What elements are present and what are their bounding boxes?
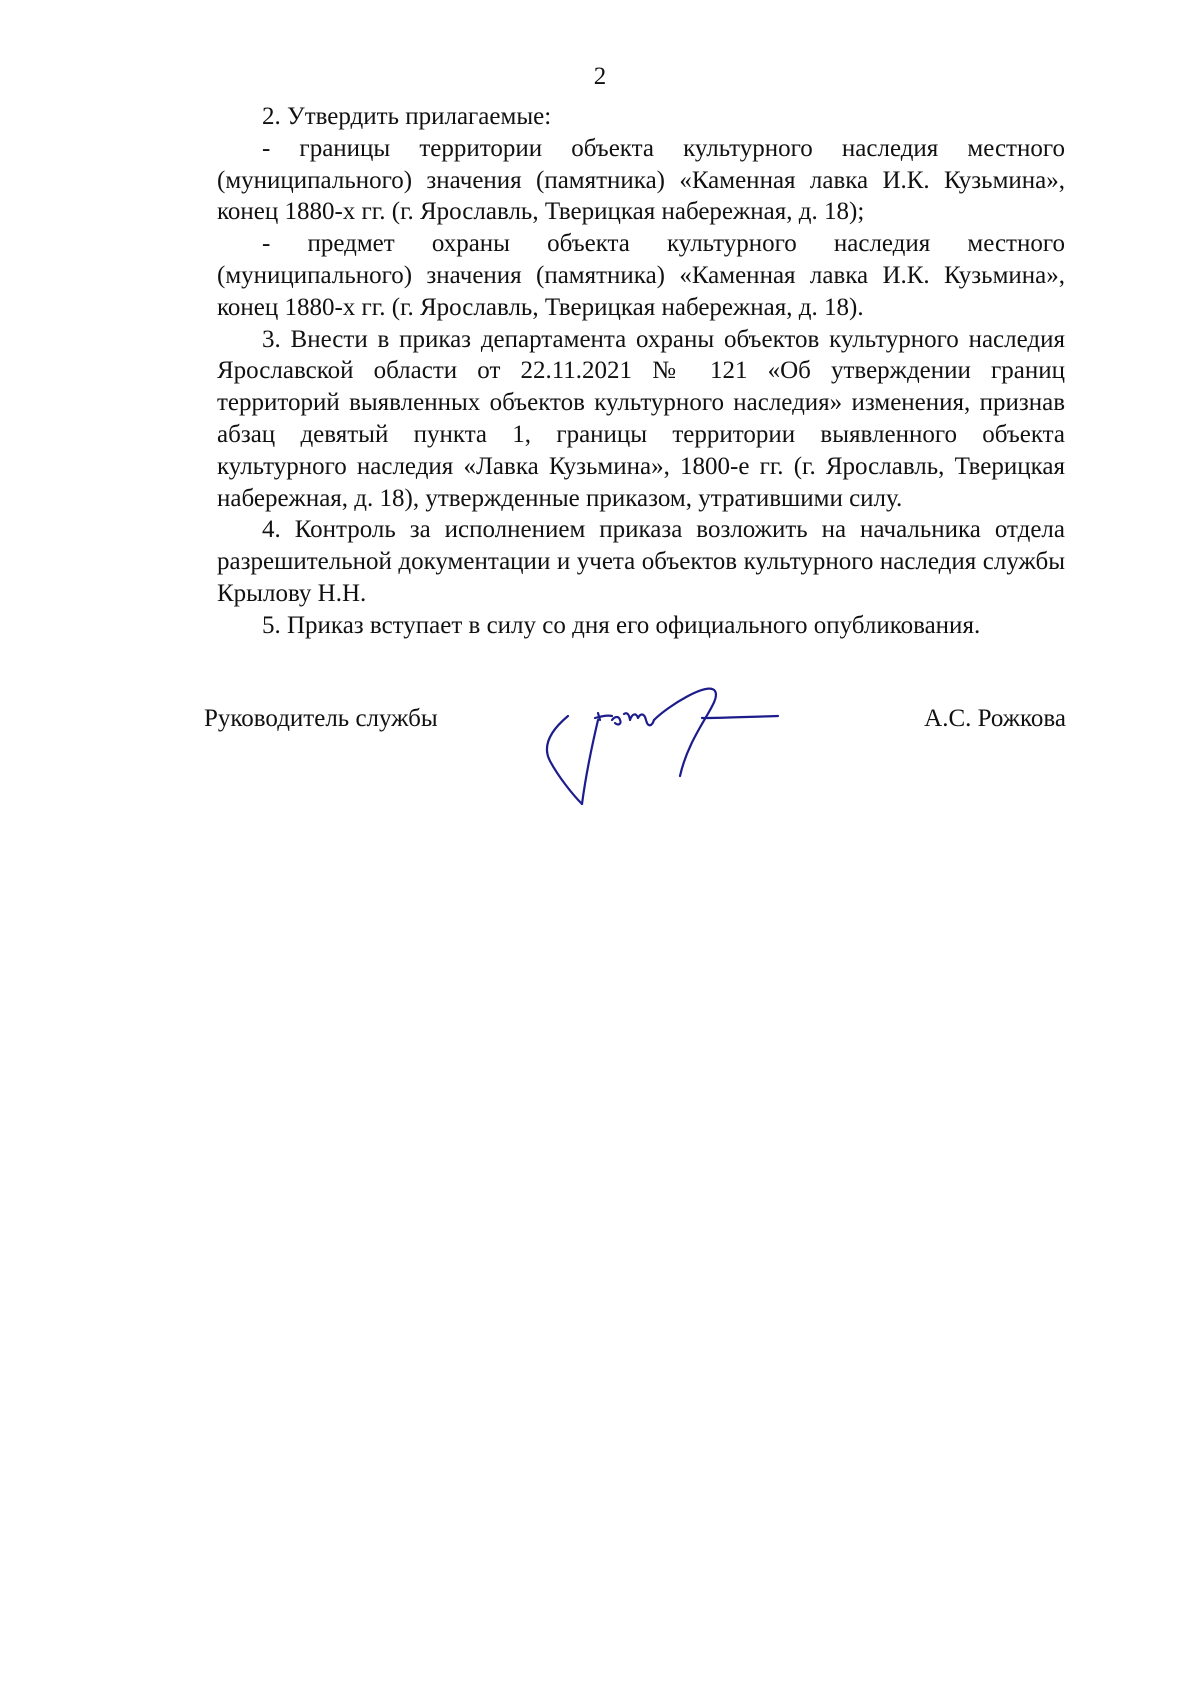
paragraph-approve: 2. Утвердить прилагаемые: [262, 103, 552, 130]
paragraph-territory-borders: - границы территории объекта культурного наследия местного (муниципального) значения (памятника) «Каменная лавка И.К. Кузьмина», конец 1880-х гг. (г. Ярославль, Тверицкая набережная, д. 18); [217, 134, 1065, 226]
signatory-name: А.С. Рожкова [924, 705, 1066, 732]
handwritten-signature [540, 676, 780, 806]
document-body [217, 101, 1065, 642]
paragraph-control: 4. Контроль за исполнением приказа возложить на начальника отдела разрешительной документации и учета объектов культурного наследия службы Крылову Н.Н. [217, 516, 1065, 607]
page-number: 2 [593, 63, 607, 90]
signature-block [0, 676, 1200, 816]
signatory-position: Руководитель службы [204, 705, 438, 732]
paragraph-amend-order: 3. Внести в приказ департамента охраны объектов культурного наследия Ярославской области от 22.11.2021 № 121 «Об утверждении границ территорий выявленных объектов культурного наследия» изменения, признав абзац девятый пункта 1, границы территории выявленного объекта культурного наследия «Лавка Кузьмина», 1800-е гг. (г. Ярославль, Тверицкая набережная, д. 18), утвержденные приказом, утратившими силу. [217, 325, 1065, 512]
paragraph-effective-date: 5. Приказ вступает в силу со дня его официального опубликования. [262, 611, 981, 639]
paragraph-protection-subject: - предмет охраны объекта культурного наследия местного (муниципального) значения (памятника) «Каменная лавка И.К. Кузьмина», конец 1880-х гг. (г. Ярославль, Тверицкая набережная, д. 18). [217, 230, 1065, 321]
